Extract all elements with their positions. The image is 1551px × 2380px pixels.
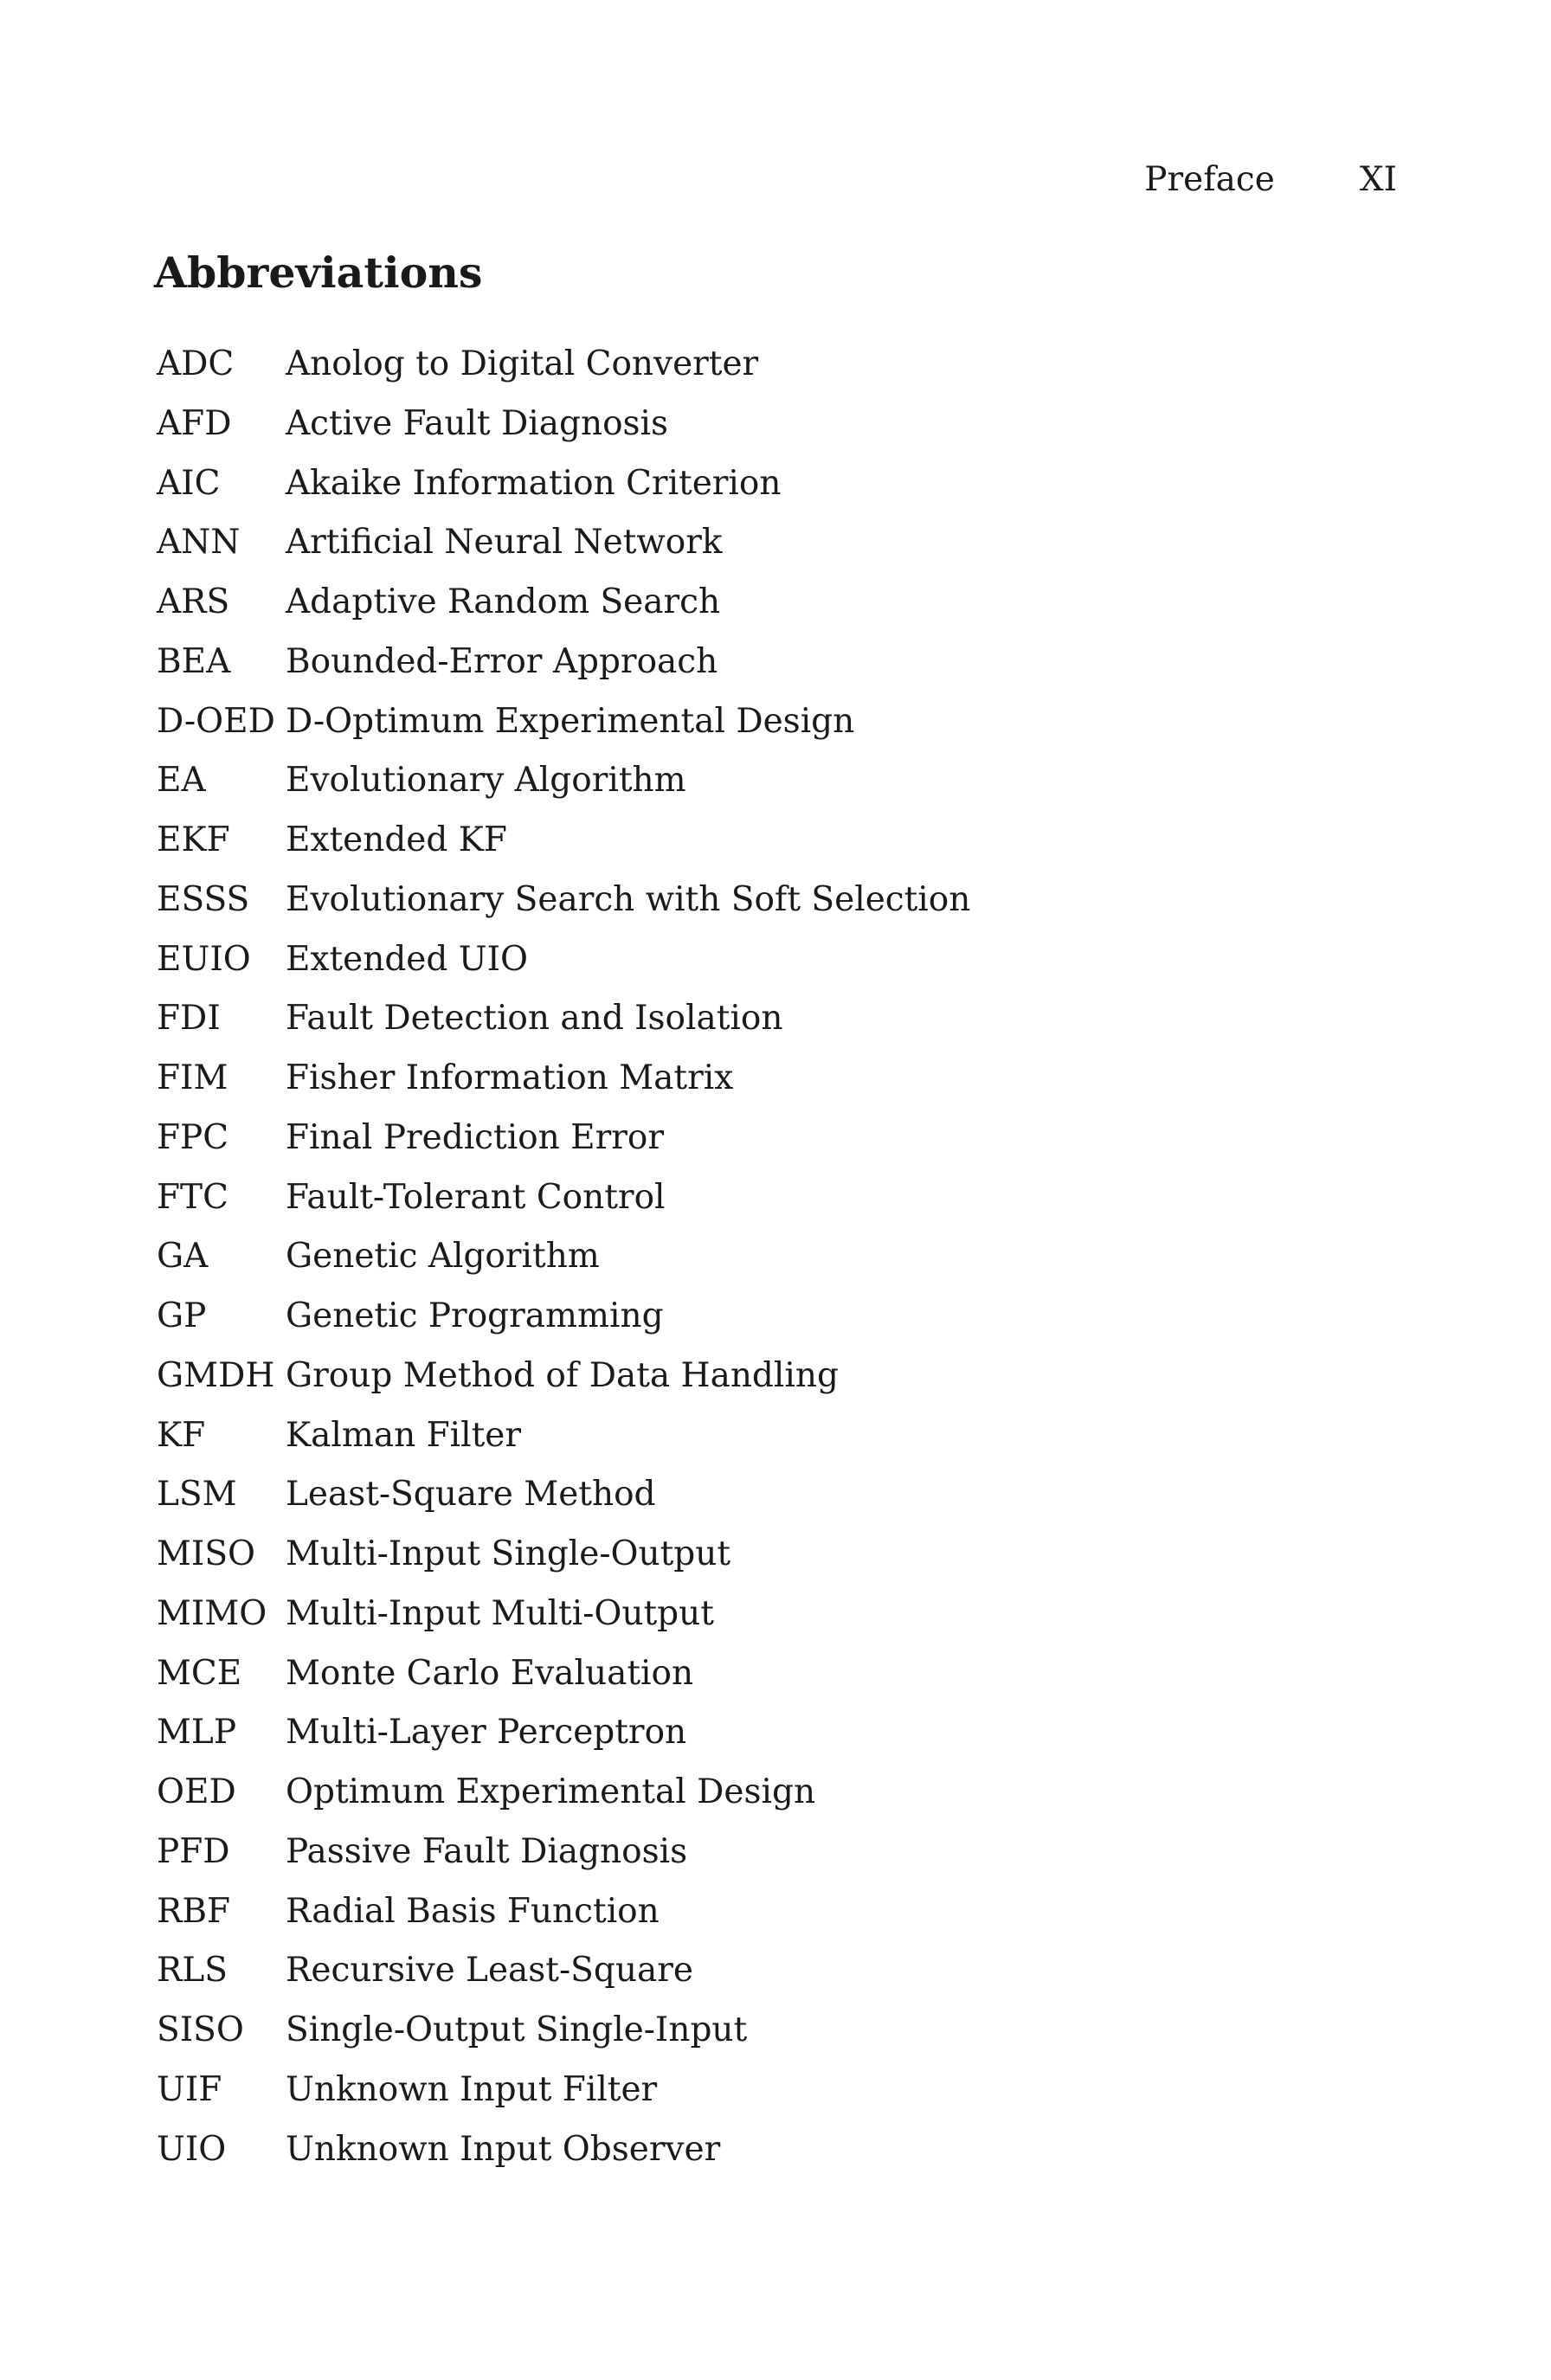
abbreviation-term: EA [157,761,206,801]
abbreviation-term: ARS [157,582,230,621]
running-head [1144,160,1397,199]
abbreviation-row [157,1891,1282,1953]
abbreviation-row [157,524,1282,584]
abbreviation-term: MCE [157,1653,242,1693]
abbreviation-term: FTC [157,1177,228,1217]
abbreviation-row [157,403,1282,466]
abbreviation-term: PFD [157,1831,230,1871]
abbreviation-definition: Artificial Neural Network [286,523,723,563]
abbreviation-term: FIM [157,1058,228,1097]
abbreviation-term: FPC [157,1117,229,1157]
abbreviation-definition: Evolutionary Algorithm [286,761,686,801]
abbreviation-definition: Bounded-Error Approach [286,641,718,681]
section-title: Abbreviations [154,248,483,298]
abbreviation-definition: Akaike Information Criterion [286,463,782,503]
abbreviation-row [157,1355,1282,1418]
abbreviation-definition: Unknown Input Observer [286,2129,721,2169]
abbreviation-term: GP [157,1296,207,1335]
abbreviation-row [157,879,1282,942]
abbreviation-definition: Fault Detection and Isolation [286,999,783,1039]
abbreviation-row [157,1060,1282,1120]
abbreviation-term: ANN [157,523,241,563]
abbreviation-definition: Kalman Filter [286,1415,522,1455]
abbreviation-definition: Genetic Algorithm [286,1237,600,1277]
abbreviation-row [157,2129,1282,2191]
abbreviation-row [157,1298,1282,1358]
abbreviation-term: MIMO [157,1593,267,1633]
abbreviation-row [157,584,1282,644]
running-head-section: Preface [1144,160,1275,199]
abbreviation-definition: Anolog to Digital Converter [286,344,759,383]
abbreviation-term: D-OED [157,701,275,741]
abbreviation-term: RLS [157,1951,228,1991]
abbreviation-row [157,1952,1282,2012]
abbreviation-term: KF [157,1415,206,1455]
page-number: XI [1359,160,1397,199]
abbreviation-term: UIO [157,2129,227,2169]
abbreviation-row [157,1593,1282,1656]
abbreviation-term: BEA [157,641,231,681]
abbreviation-term: ESSS [157,879,250,919]
abbreviation-definition: Optimum Experimental Design [286,1772,816,1811]
abbreviation-definition: Multi-Layer Perceptron [286,1713,687,1753]
abbreviation-row [157,1714,1282,1774]
abbreviation-definition: Least-Square Method [286,1475,656,1515]
abbreviation-definition: Evolutionary Search with Soft Selection [286,879,971,919]
abbreviation-definition: Multi-Input Single-Output [286,1534,731,1573]
abbreviation-term: EKF [157,820,230,859]
abbreviation-term: SISO [157,2010,244,2049]
abbreviation-definition: Single-Output Single-Input [286,2010,748,2049]
abbreviation-row [157,939,1282,1001]
abbreviation-term: AIC [157,463,221,503]
abbreviation-definition: Radial Basis Function [286,1891,660,1931]
abbreviations-list [157,346,1282,2190]
abbreviation-definition: Fault-Tolerant Control [286,1177,666,1217]
abbreviation-definition: Multi-Input Multi-Output [286,1593,714,1633]
abbreviation-term: GMDH [157,1355,275,1395]
abbreviation-definition: Extended UIO [286,939,528,979]
abbreviation-row [157,2012,1282,2072]
abbreviation-definition: Unknown Input Filter [286,2069,658,2109]
abbreviation-term: FDI [157,999,221,1039]
abbreviation-definition: Recursive Least-Square [286,1951,693,1991]
abbreviation-row [157,1831,1282,1894]
abbreviation-term: AFD [157,403,232,443]
abbreviation-term: MLP [157,1713,237,1753]
abbreviation-row [157,762,1282,822]
abbreviation-row [157,346,1282,406]
abbreviation-definition: Monte Carlo Evaluation [286,1653,694,1693]
abbreviation-definition: Active Fault Diagnosis [286,403,669,443]
abbreviation-row [157,1653,1282,1715]
abbreviation-row [157,1177,1282,1239]
abbreviation-definition: Extended KF [286,820,507,859]
abbreviation-definition: D-Optimum Experimental Design [286,701,855,741]
abbreviation-row [157,1415,1282,1477]
abbreviation-definition: Fisher Information Matrix [286,1058,734,1097]
abbreviation-row [157,641,1282,704]
abbreviation-row [157,1536,1282,1596]
abbreviation-row [157,2069,1282,2132]
abbreviation-definition: Genetic Programming [286,1296,664,1335]
abbreviation-term: MISO [157,1534,256,1573]
abbreviation-term: ADC [157,344,235,383]
abbreviation-row [157,1476,1282,1536]
abbreviation-row [157,1774,1282,1834]
abbreviation-definition: Passive Fault Diagnosis [286,1831,688,1871]
abbreviation-term: RBF [157,1891,231,1931]
abbreviation-row [157,1117,1282,1180]
abbreviation-term: EUIO [157,939,251,979]
abbreviation-term: UIF [157,2069,222,2109]
abbreviation-row [157,1238,1282,1298]
abbreviation-term: LSM [157,1475,237,1515]
abbreviation-row [157,463,1282,525]
abbreviation-definition: Group Method of Data Handling [286,1355,839,1395]
abbreviation-row [157,822,1282,882]
abbreviation-row [157,1000,1282,1060]
abbreviation-row [157,701,1282,763]
abbreviation-term: OED [157,1772,236,1811]
abbreviation-definition: Final Prediction Error [286,1117,665,1157]
abbreviation-definition: Adaptive Random Search [286,582,721,621]
abbreviation-term: GA [157,1237,209,1277]
